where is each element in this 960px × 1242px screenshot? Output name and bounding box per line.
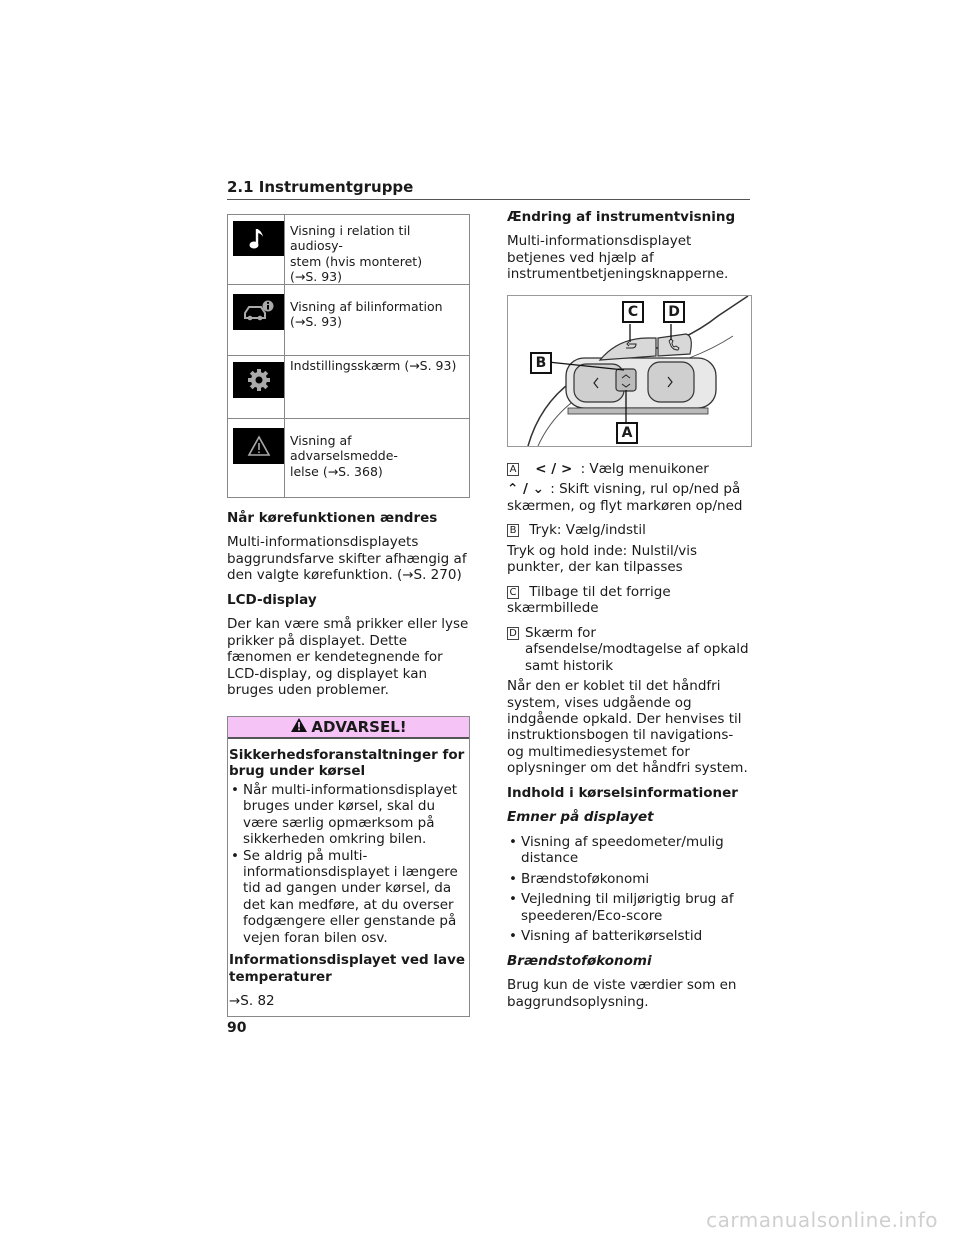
section-heading: Ændring af instrumentvisning: [507, 209, 736, 225]
up-down-arrows-icon: ⌃ / ⌄: [507, 481, 544, 498]
key-a-text: : Vælg menuikoner: [580, 460, 709, 477]
table-row: [228, 285, 470, 356]
key-d-text: Skærm for afsendelse/modtagelse af opkald samt historik: [525, 624, 749, 674]
diagram-label-d: D: [663, 301, 685, 323]
warning-box: [227, 716, 470, 1017]
key-a2-text: : Skift visning, rul op/ned på skærmen, og flyt markøren op/ned: [507, 481, 743, 514]
warning-icon: [290, 717, 308, 737]
list-item: • Visning af batterikørselstid: [507, 928, 752, 944]
warning-title: [228, 717, 469, 739]
list-item: • Visning af speedometer/mulig distance: [507, 834, 752, 867]
list-item: • Når multi-informationsdisplayet bruges under kørsel, skal du være særlig opmærksom på sikkerheden omkring bilen.: [229, 782, 467, 848]
watermark: carmanualsonline.info: [706, 1208, 938, 1232]
icon-row-text: Visning af advarselsmedde- lelse (→S. 368): [285, 419, 470, 498]
page-number: 90: [227, 1020, 247, 1036]
key-badge: C: [507, 586, 519, 599]
display-items-list: [507, 834, 752, 945]
key-a: [507, 461, 752, 477]
lcd-text: Der kan være små prikker eller lyse prikker på displayet. Dette fænomen er kendetegnende for LCD-display, og displayet kan bruges uden problemer.: [227, 616, 469, 699]
display-items-heading: Emner på displayet: [507, 809, 654, 826]
driving-info-heading: Indhold i kørselsinformationer: [507, 784, 738, 801]
key-badge: A: [507, 463, 519, 476]
warning-section1-heading: Sikkerhedsforanstaltninger for brug under kørsel: [229, 746, 465, 780]
list-item: • Se aldrig på multi-informationsdisplayet i længere tid ad gangen under kørsel, da det kan medføre, at du overser fodgængere eller genstande på vejen foran bilen osv.: [229, 848, 467, 947]
diagram-label-a: A: [616, 422, 638, 444]
steering-switch-diagram: [507, 295, 752, 447]
key-b-text2: Tryk og hold inde: Nulstil/vis punkter, der kan tilpasses: [507, 542, 698, 576]
fuel-text: Brug kun de viste værdier som en baggrundsoplysning.: [507, 977, 737, 1010]
music-note-icon: [233, 221, 284, 256]
warning-section2-heading: Informationsdisplayet ved lave temperaturer: [229, 952, 466, 985]
list-item: • Brændstoføkonomi: [507, 871, 752, 887]
diagram-label-b: B: [530, 352, 552, 374]
car-info-icon: [233, 294, 284, 330]
drive-mode-heading: Når kørefunktionen ændres: [227, 510, 438, 526]
table-row: [228, 356, 470, 419]
left-column: [227, 214, 470, 1017]
key-badge: B: [507, 524, 519, 537]
page-header: 2.1 Instrumentgruppe: [227, 178, 750, 200]
section-intro: Multi-informationsdisplayet betjenes ved hjælp af instrumentbetjeningsknapperne.: [507, 233, 729, 283]
warning-section2-ref: →S. 82: [229, 993, 275, 1010]
key-d-text2: Når den er koblet til det håndfri system, vises udgående og indgående opkald. Der henvises til instruktionsbogen til navigations- og multimediesystemet for oplysninger om det håndfri system.: [507, 678, 748, 777]
key-c: [507, 584, 752, 617]
right-column: [507, 209, 752, 1018]
key-d: [507, 625, 752, 674]
left-right-arrows-icon: < / >: [535, 460, 573, 477]
key-badge: D: [507, 627, 519, 640]
icon-table: [227, 214, 470, 498]
key-b: [507, 522, 752, 538]
list-item: • Vejledning til miljørigtig brug af speederen/Eco-score: [507, 891, 752, 924]
warning-title-text: ADVARSEL!: [311, 717, 407, 736]
key-b-text: Tryk: Vælg/indstil: [529, 522, 646, 539]
key-c-text: Tilbage til det forrige skærmbillede: [507, 583, 671, 617]
warning-section1-list: [229, 782, 467, 947]
table-row: [228, 215, 470, 285]
diagram-label-c: C: [622, 301, 644, 323]
icon-row-text: Visning af bilinformation (→S. 93): [285, 285, 470, 356]
icon-row-text: Indstillingsskærm (→S. 93): [285, 356, 470, 419]
gear-icon: [233, 362, 284, 398]
warning-triangle-icon: [233, 428, 284, 464]
icon-row-text: Visning i relation til audiosy- stem (hvis monteret) (→S. 93): [285, 215, 470, 285]
lcd-heading: LCD-display: [227, 591, 317, 608]
table-row: [228, 419, 470, 498]
fuel-heading: Brændstoføkonomi: [507, 952, 652, 969]
key-a2: [507, 481, 752, 514]
drive-mode-text: Multi-informationsdisplayets baggrundsfarve skifter afhængig af den valgte kørefunktion. (→S. 270): [227, 534, 467, 584]
